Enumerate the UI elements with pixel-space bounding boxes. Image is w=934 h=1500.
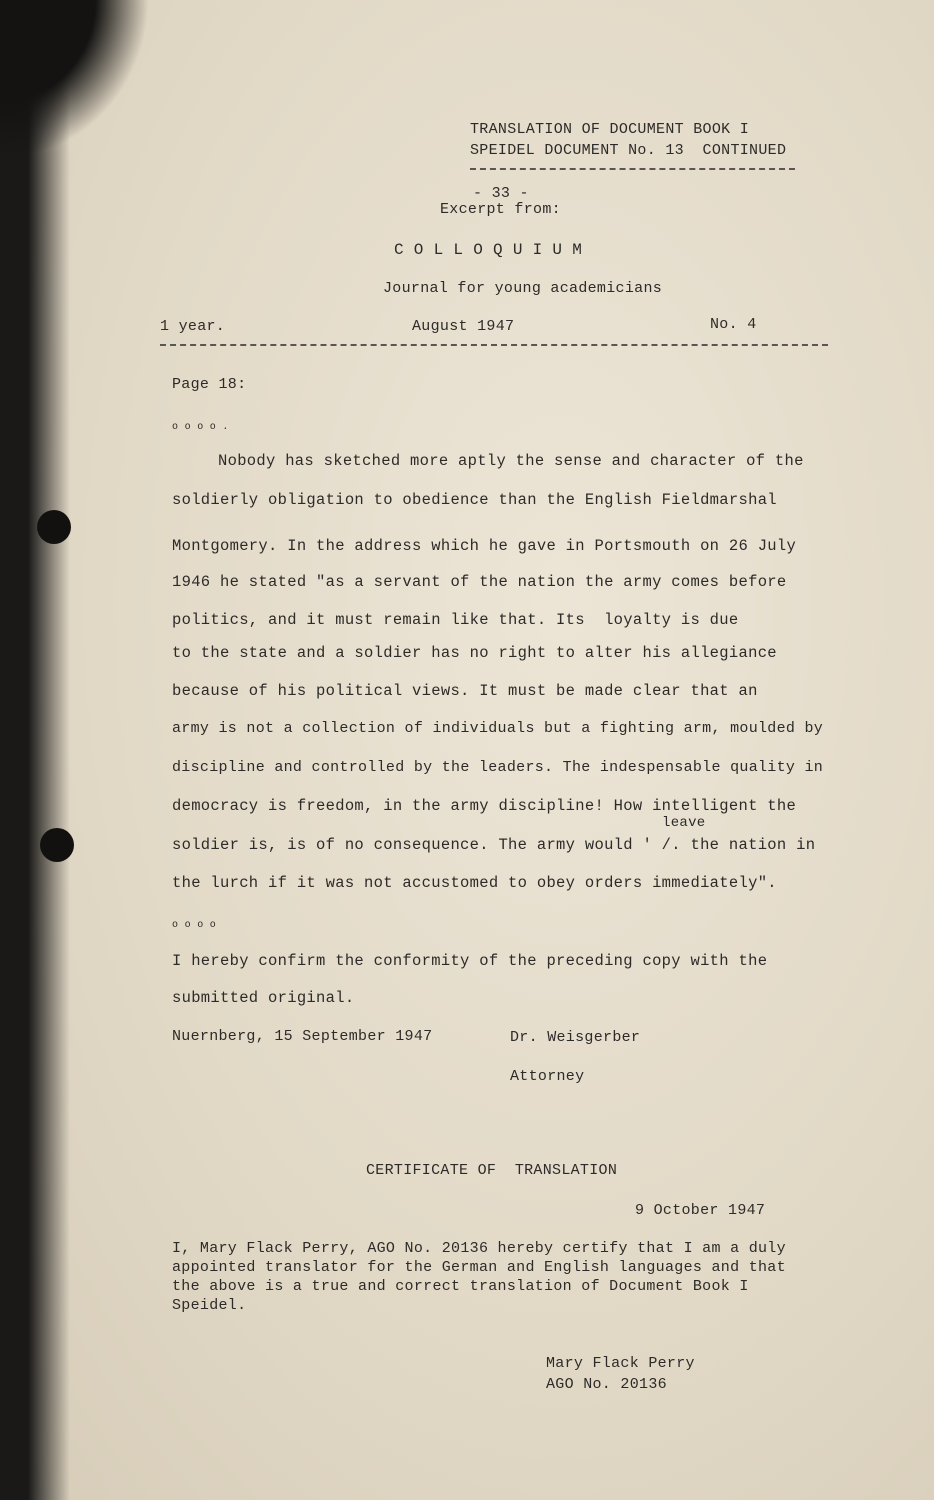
journal-year: 1 year. — [160, 318, 226, 335]
excerpt-label: Excerpt from: — [440, 201, 561, 218]
quote-line: democracy is freedom, in the army discipline! How intelligent the — [172, 797, 797, 815]
quote-line: the lurch if it was not accustomed to obey orders immediately". — [172, 874, 777, 892]
translator-ago-number: AGO No. 20136 — [546, 1376, 667, 1393]
scan-shadow-edge — [0, 0, 70, 1500]
quote-line: to the state and a soldier has no right to alter his allegiance — [172, 644, 777, 662]
confirmation-line: submitted original. — [172, 989, 355, 1007]
certificate-heading: CERTIFICATE OF TRANSLATION — [366, 1162, 618, 1179]
translator-signature-name: Mary Flack Perry — [546, 1355, 695, 1372]
certificate-line: I, Mary Flack Perry, AGO No. 20136 hereby certify that I am a duly — [172, 1240, 786, 1257]
quote-line: army is not a collection of individuals but a fighting arm, moulded by — [172, 720, 824, 737]
punch-hole-bottom — [40, 828, 74, 862]
journal-subtitle: Journal for young academicians — [383, 280, 663, 297]
certificate-date: 9 October 1947 — [635, 1202, 766, 1219]
header-divider — [470, 168, 795, 170]
page-number: - 33 - — [473, 185, 529, 202]
ellipsis-top: o o o o . — [172, 422, 229, 433]
certificate-line: appointed translator for the German and English languages and that — [172, 1259, 786, 1276]
quote-line: politics, and it must remain like that. Its loyalty is due — [172, 611, 739, 629]
ellipsis-bottom: o o o o — [172, 920, 217, 931]
header-line-1: TRANSLATION OF DOCUMENT BOOK I — [470, 121, 750, 138]
quote-line: because of his political views. It must be made clear that an — [172, 682, 758, 700]
journal-title: C O L L O Q U I U M — [394, 241, 583, 259]
signer-name: Dr. Weisgerber — [510, 1029, 641, 1046]
quote-line: Montgomery. In the address which he gave in Portsmouth on 26 July — [172, 537, 797, 555]
certificate-line: the above is a true and correct translation of Document Book I — [172, 1278, 749, 1295]
inserted-correction: leave — [662, 815, 706, 831]
quote-line: Nobody has sketched more aptly the sense and character of the — [218, 452, 804, 470]
journal-date: August 1947 — [412, 318, 515, 335]
scan-dark-corner — [0, 0, 150, 160]
quote-line: discipline and controlled by the leaders. The indespensable quality in — [172, 759, 824, 776]
punch-hole-top — [37, 510, 71, 544]
quote-line: soldier is, is of no consequence. The army would ' /. the nation in — [172, 836, 816, 854]
certificate-line: Speidel. — [172, 1297, 247, 1314]
quote-line: 1946 he stated "as a servant of the nation the army comes before — [172, 573, 787, 591]
confirmation-line: I hereby confirm the conformity of the preceding copy with the — [172, 952, 768, 970]
signer-title: Attorney — [510, 1068, 585, 1085]
journal-number: No. 4 — [710, 316, 757, 333]
place-and-date: Nuernberg, 15 September 1947 — [172, 1028, 433, 1045]
journal-divider — [160, 344, 828, 346]
page-reference: Page 18: — [172, 376, 247, 393]
quote-line: soldierly obligation to obedience than the English Fieldmarshal — [172, 491, 777, 509]
header-line-2: SPEIDEL DOCUMENT No. 13 CONTINUED — [470, 142, 787, 159]
